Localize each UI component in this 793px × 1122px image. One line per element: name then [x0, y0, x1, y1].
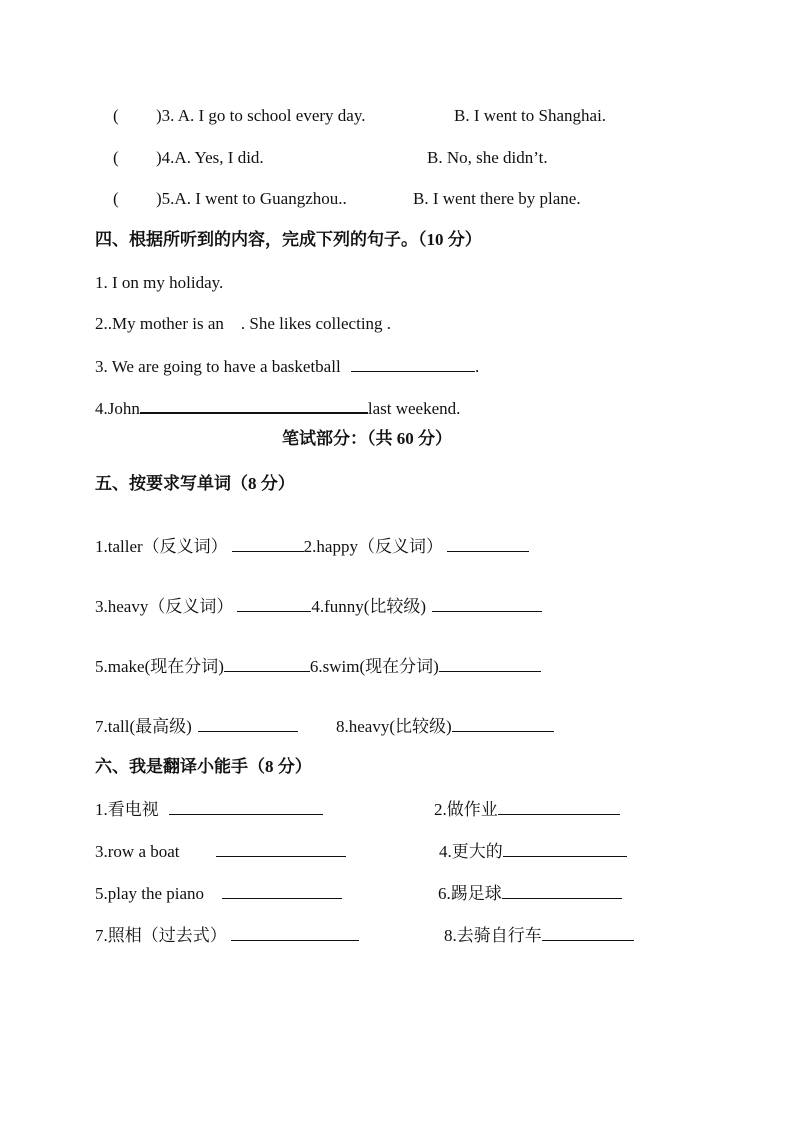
option-b: B. I went to Shanghai.: [454, 106, 607, 125]
answer-blank[interactable]: [222, 883, 342, 899]
choice-row-5: [113, 189, 581, 209]
sentence-4: [95, 397, 460, 419]
answer-blank[interactable]: [447, 536, 529, 552]
answer-blank[interactable]: [237, 596, 311, 612]
translate-item-6: 6.踢足球: [438, 884, 502, 903]
written-part-title: 笔试部分：（共 60 分）: [282, 429, 452, 448]
word-item-1: 1.taller（反义词）: [95, 537, 228, 556]
word-row-4: [95, 716, 452, 737]
sentence-4-end: last weekend.: [367, 399, 461, 418]
sentence-2: 2..My mother is an . She likes collecting .: [95, 314, 392, 333]
word-item-3: 3.heavy（反义词）: [95, 597, 234, 616]
translate-row-3: [95, 883, 502, 904]
translate-row-2: [95, 841, 503, 862]
word-item-8: 8.heavy(比较级): [336, 717, 452, 736]
answer-blank[interactable]: [498, 799, 620, 815]
answer-blank[interactable]: [169, 799, 323, 815]
translate-item-4-group: [439, 841, 627, 862]
translate-item-8: 8.去骑自行车: [444, 926, 542, 945]
choice-row-3: [113, 106, 607, 126]
section4-title: 四、根据所听到的内容，完成下列的句子。（10 分）: [95, 230, 482, 249]
translate-item-1: 1.看电视: [95, 800, 159, 819]
translate-item-2: 2.做作业: [434, 800, 498, 819]
answer-blank[interactable]: [502, 883, 622, 899]
translate-row-4: [95, 925, 542, 946]
answer-blank[interactable]: [351, 356, 475, 372]
sentence-3-text: 3. We are going to have a basketball: [95, 357, 341, 376]
option-b: B. I went there by plane.: [413, 189, 581, 208]
word-item-5: 5.make(现在分词): [95, 657, 224, 676]
answer-blank[interactable]: [140, 397, 368, 414]
answer-blank[interactable]: [216, 841, 346, 857]
translate-row-1: [95, 799, 498, 820]
answer-blank[interactable]: [198, 716, 298, 732]
answer-blank[interactable]: [542, 925, 634, 941]
answer-blank[interactable]: [232, 536, 304, 552]
section5-title: 五、按要求写单词（8 分）: [95, 474, 295, 493]
word-item-7: 7.tall(最高级): [95, 717, 192, 736]
translate-item-5: 5.play the piano: [95, 884, 205, 903]
translate-item-7: 7.照相（过去式）: [95, 926, 227, 945]
sentence-3: [95, 356, 479, 377]
word-item-2: 2.happy（反义词）: [303, 537, 443, 556]
answer-paren[interactable]: (: [113, 106, 119, 125]
option-a: )4.A. Yes, I did.: [156, 148, 264, 167]
answer-blank[interactable]: [231, 925, 359, 941]
word-row-1: [95, 536, 529, 557]
choice-row-4: [113, 148, 548, 168]
answer-blank[interactable]: [224, 656, 310, 672]
answer-blank[interactable]: [439, 656, 541, 672]
section6-title: 六、我是翻译小能手（8 分）: [95, 757, 312, 776]
answer-blank[interactable]: [452, 716, 554, 732]
word-row-2: [95, 596, 542, 617]
answer-paren[interactable]: (: [113, 148, 119, 167]
sentence-1: 1. I on my holiday.: [95, 273, 224, 292]
option-b: B. No, she didn’t.: [427, 148, 548, 167]
translate-item-8-group: [444, 925, 634, 946]
translate-item-3: 3.row a boat: [95, 842, 180, 861]
word-row-3: [95, 656, 541, 677]
translate-item-6-group: [438, 883, 622, 904]
answer-blank[interactable]: [503, 841, 627, 857]
sentence-4-text: 4.John: [95, 399, 140, 418]
option-a: )3. A. I go to school every day.: [156, 106, 366, 125]
answer-blank[interactable]: [432, 596, 542, 612]
option-a: )5.A. I went to Guangzhou..: [156, 189, 347, 208]
word-item-8-group: [336, 716, 554, 737]
word-item-4: 4.funny(比较级): [311, 597, 427, 616]
word-item-6: 6.swim(现在分词): [309, 657, 439, 676]
answer-paren[interactable]: (: [113, 189, 119, 208]
translate-item-4: 4.更大的: [439, 842, 503, 861]
sentence-3-end: .: [474, 357, 480, 376]
translate-item-2-group: [434, 799, 620, 820]
